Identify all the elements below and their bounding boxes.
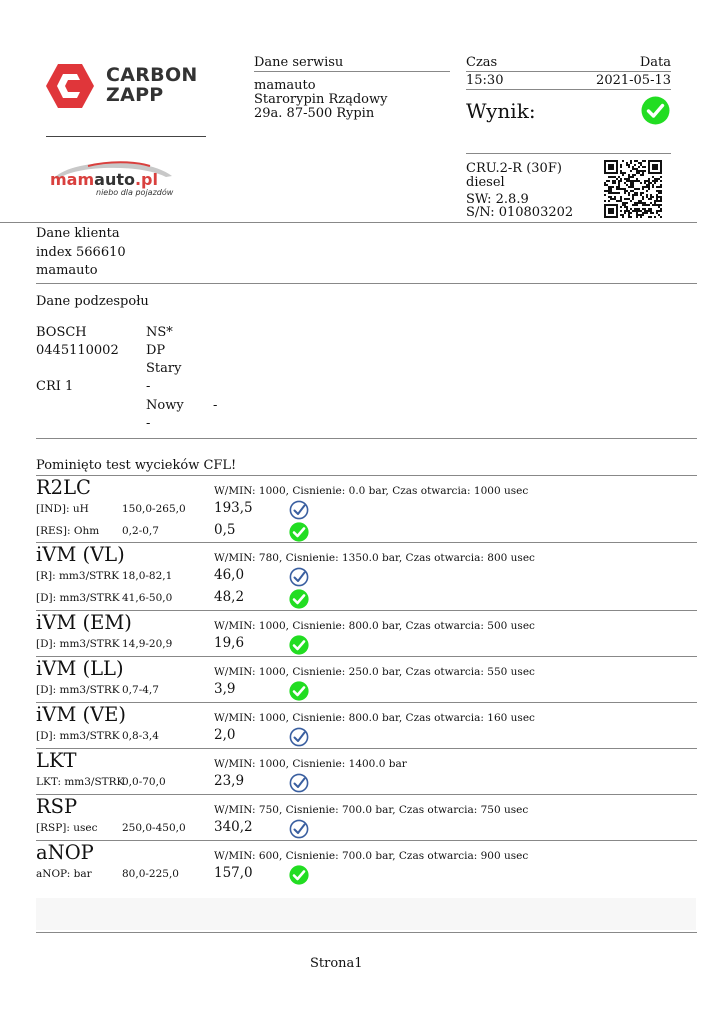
test-range: 0,2-0,7	[122, 525, 159, 537]
test-parameters: W/MIN: 1000, Cisnienie: 800.0 bar, Czas otwarcia: 160 usec	[214, 712, 535, 724]
mamauto-logo	[48, 158, 178, 202]
brand-line1: CARBON	[106, 64, 198, 86]
component-header: Dane podzespołu	[36, 294, 149, 309]
logo-pl: .pl	[134, 170, 158, 189]
test-parameters: W/MIN: 1000, Cisnienie: 250.0 bar, Czas otwarcia: 550 usec	[214, 666, 535, 678]
check-outline-icon	[289, 500, 309, 520]
cfl-skip-note: Pominięto test wycieków CFL!	[36, 458, 237, 473]
client-header: Dane klienta	[36, 226, 120, 241]
service-header: Dane serwisu	[254, 55, 344, 70]
date-value: 2021-05-13	[596, 73, 671, 88]
test-parameters: W/MIN: 780, Cisnienie: 1350.0 bar, Czas otwarcia: 800 usec	[214, 552, 535, 564]
test-value: 3,9	[214, 681, 236, 697]
date-header: Data	[639, 55, 671, 70]
test-range: 41,6-50,0	[122, 592, 173, 604]
check-green-icon	[289, 681, 309, 701]
qr-code-icon	[604, 160, 662, 218]
check-green-icon	[289, 635, 309, 655]
test-range: 18,0-82,1	[122, 570, 173, 582]
client-name: mamauto	[36, 263, 98, 278]
check-outline-icon	[289, 819, 309, 839]
component-dp: DP	[146, 343, 166, 358]
test-value: 340,2	[214, 819, 253, 835]
test-range: 0,7-4,7	[122, 684, 159, 696]
client-index: index 566610	[36, 245, 126, 260]
component-type: CRI 1	[36, 379, 74, 394]
logo-tagline: niebo dla pojazdów	[96, 188, 174, 197]
test-range: 250,0-450,0	[122, 822, 186, 834]
component-old-value: -	[146, 379, 151, 394]
test-measure-label: [D]: mm3/STRK	[36, 638, 120, 650]
footer-shade	[36, 898, 696, 930]
check-outline-icon	[289, 567, 309, 587]
service-name: mamauto	[254, 78, 316, 93]
test-range: 0,0-70,0	[122, 776, 166, 788]
test-measure-label: [D]: mm3/STRK	[36, 592, 120, 604]
component-new-label: Nowy	[146, 398, 184, 413]
test-title: LKT	[36, 749, 77, 772]
test-title: aNOP	[36, 841, 94, 864]
test-value: 48,2	[214, 589, 245, 605]
test-title: iVM (VL)	[36, 543, 125, 566]
check-green-icon	[289, 522, 309, 542]
test-title: RSP	[36, 795, 78, 818]
time-value: 15:30	[466, 73, 504, 88]
test-measure-label: LKT: mm3/STRK	[36, 776, 125, 788]
logo-mam: mam	[50, 170, 95, 189]
test-parameters: W/MIN: 600, Cisnienie: 700.0 bar, Czas otwarcia: 900 usec	[214, 850, 529, 862]
test-measure-label: aNOP: bar	[36, 868, 92, 880]
page-number: Strona1	[310, 956, 363, 971]
service-address-line2: 29a. 87-500 Rypin	[254, 106, 375, 121]
test-measure-label: [IND]: uH	[36, 503, 89, 515]
service-address-line1: Starorypin Rządowy	[254, 92, 388, 107]
test-value: 193,5	[214, 500, 253, 516]
test-parameters: W/MIN: 1000, Cisnienie: 800.0 bar, Czas otwarcia: 500 usec	[214, 620, 535, 632]
device-model: CRU.2-R (30F)	[466, 161, 562, 176]
device-sn: S/N: 010803202	[466, 205, 574, 220]
check-outline-icon	[289, 727, 309, 747]
carbonzapp-icon	[44, 62, 96, 110]
test-range: 0,8-3,4	[122, 730, 159, 742]
check-green-icon	[289, 865, 309, 885]
test-measure-label: [D]: mm3/STRK	[36, 684, 120, 696]
test-value: 2,0	[214, 727, 236, 743]
test-measure-label: [D]: mm3/STRK	[36, 730, 120, 742]
test-title: iVM (LL)	[36, 657, 124, 680]
test-title: R2LC	[36, 476, 91, 499]
component-manufacturer: BOSCH	[36, 325, 87, 340]
test-value: 46,0	[214, 567, 245, 583]
test-value: 157,0	[214, 865, 253, 881]
test-value: 23,9	[214, 773, 245, 789]
time-header: Czas	[466, 55, 498, 70]
logo-auto: auto	[94, 170, 135, 189]
test-value: 0,5	[214, 522, 236, 538]
test-range: 80,0-225,0	[122, 868, 179, 880]
component-new-extra: -	[213, 398, 218, 413]
check-outline-icon	[289, 773, 309, 793]
test-title: iVM (VE)	[36, 703, 127, 726]
component-new-value: -	[146, 416, 151, 431]
test-measure-label: [RES]: Ohm	[36, 525, 100, 537]
test-parameters: W/MIN: 1000, Cisnienie: 0.0 bar, Czas otwarcia: 1000 usec	[214, 485, 529, 497]
test-range: 14,9-20,9	[122, 638, 173, 650]
test-range: 150,0-265,0	[122, 503, 186, 515]
result-ok-icon	[641, 96, 670, 125]
component-old-label: Stary	[146, 361, 182, 376]
result-label: Wynik:	[466, 99, 536, 123]
test-value: 19,6	[214, 635, 245, 651]
component-ns: NS*	[146, 325, 173, 340]
check-green-icon	[289, 589, 309, 609]
test-parameters: W/MIN: 1000, Cisnienie: 1400.0 bar	[214, 758, 407, 770]
test-measure-label: [RSP]: usec	[36, 822, 98, 834]
test-parameters: W/MIN: 750, Cisnienie: 700.0 bar, Czas otwarcia: 750 usec	[214, 804, 529, 816]
test-measure-label: [R]: mm3/STRK	[36, 570, 120, 582]
test-title: iVM (EM)	[36, 611, 132, 634]
device-fuel: diesel	[466, 175, 505, 190]
brand-line2: ZAPP	[106, 84, 164, 106]
device-sw: SW: 2.8.9	[466, 192, 529, 207]
component-part-number: 0445110002	[36, 343, 119, 358]
